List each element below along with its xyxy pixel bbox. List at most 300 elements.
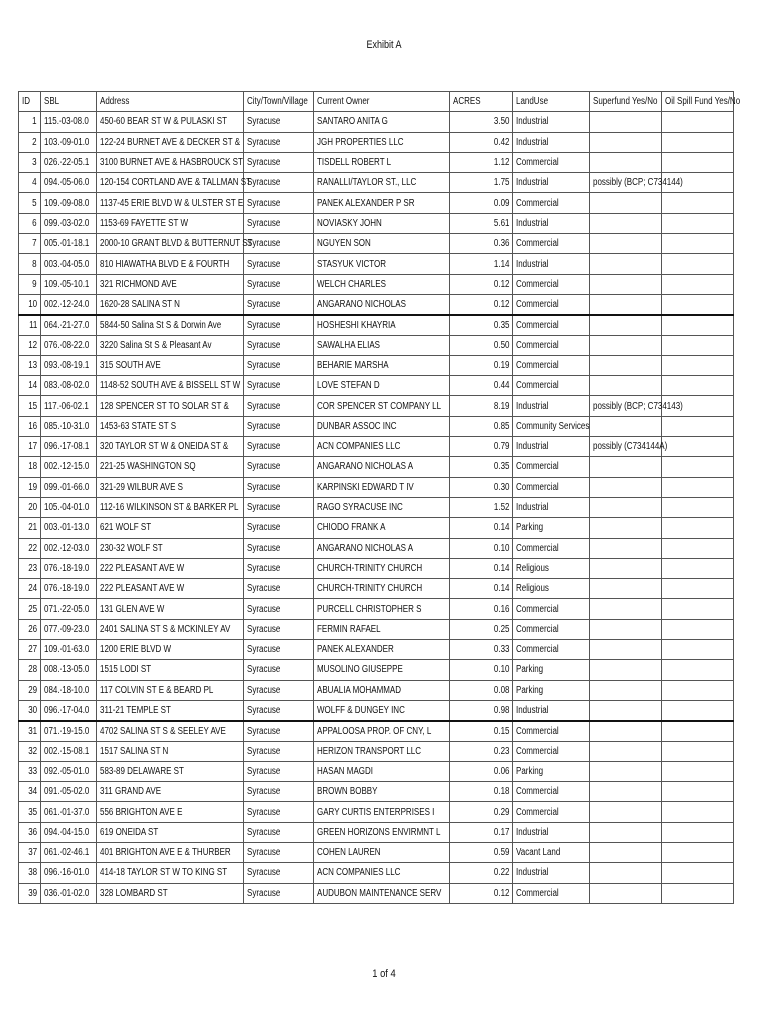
header-address: Address (97, 92, 244, 112)
table-row (19, 193, 734, 213)
cell-id: 8 (19, 254, 41, 274)
cell-owner: FERMIN RAFAEL (314, 619, 450, 639)
cell-oil-spill (662, 152, 734, 172)
cell-owner: PANEK ALEXANDER (314, 640, 450, 660)
cell-oil-spill (662, 761, 734, 781)
cell-superfund (590, 376, 662, 396)
cell-oil-spill (662, 680, 734, 700)
cell-address: 4702 SALINA ST S & SEELEY AVE (97, 721, 244, 741)
cell-address: 1200 ERIE BLVD W (97, 640, 244, 660)
cell-owner: KARPINSKI EDWARD T IV (314, 477, 450, 497)
table-row (19, 883, 734, 903)
cell-landuse: Industrial (513, 112, 590, 132)
cell-address: 1137-45 ERIE BLVD W & ULSTER ST E (97, 193, 244, 213)
cell-superfund (590, 802, 662, 822)
cell-id: 7 (19, 234, 41, 254)
cell-landuse: Commercial (513, 721, 590, 741)
table-row (19, 640, 734, 660)
cell-acres: 0.30 (450, 477, 513, 497)
cell-owner: ACN COMPANIES LLC (314, 863, 450, 883)
header-sbl: SBL (41, 92, 97, 112)
cell-id: 4 (19, 173, 41, 193)
cell-landuse: Commercial (513, 802, 590, 822)
cell-city: Syracuse (244, 518, 314, 538)
cell-landuse: Industrial (513, 863, 590, 883)
cell-superfund (590, 457, 662, 477)
cell-landuse: Commercial (513, 457, 590, 477)
cell-owner: NOVIASKY JOHN (314, 213, 450, 233)
cell-acres: 0.35 (450, 457, 513, 477)
cell-landuse: Parking (513, 518, 590, 538)
cell-superfund (590, 558, 662, 578)
cell-acres: 0.19 (450, 355, 513, 375)
cell-id: 35 (19, 802, 41, 822)
cell-oil-spill (662, 497, 734, 517)
cell-oil-spill (662, 558, 734, 578)
cell-id: 24 (19, 579, 41, 599)
table-body (19, 112, 734, 904)
cell-owner: GARY CURTIS ENTERPRISES I (314, 802, 450, 822)
cell-oil-spill (662, 883, 734, 903)
cell-superfund (590, 193, 662, 213)
header-city: City/Town/Village (244, 92, 314, 112)
cell-id: 16 (19, 416, 41, 436)
cell-address: 3220 Salina St S & Pleasant Av (97, 335, 244, 355)
header-oil-spill: Oil Spill Fund Yes/No (662, 92, 734, 112)
cell-landuse: Commercial (513, 294, 590, 314)
cell-superfund (590, 497, 662, 517)
cell-acres: 1.52 (450, 497, 513, 517)
cell-acres: 0.10 (450, 538, 513, 558)
cell-address: 401 BRIGHTON AVE E & THURBER (97, 842, 244, 862)
cell-city: Syracuse (244, 274, 314, 294)
cell-sbl: 096.-16-01.0 (41, 863, 97, 883)
table-row (19, 660, 734, 680)
cell-landuse: Commercial (513, 376, 590, 396)
table-row (19, 213, 734, 233)
cell-city: Syracuse (244, 599, 314, 619)
cell-superfund (590, 152, 662, 172)
cell-acres: 0.08 (450, 680, 513, 700)
cell-landuse: Commercial (513, 477, 590, 497)
cell-id: 22 (19, 538, 41, 558)
header-id: ID (19, 92, 41, 112)
cell-city: Syracuse (244, 558, 314, 578)
cell-owner: RAGO SYRACUSE INC (314, 497, 450, 517)
cell-owner: COR SPENCER ST COMPANY LL (314, 396, 450, 416)
cell-city: Syracuse (244, 538, 314, 558)
table-row (19, 822, 734, 842)
cell-sbl: 091.-05-02.0 (41, 782, 97, 802)
cell-id: 15 (19, 396, 41, 416)
table-row (19, 619, 734, 639)
cell-sbl: 002.-15-08.1 (41, 741, 97, 761)
cell-oil-spill (662, 457, 734, 477)
table-row (19, 538, 734, 558)
cell-id: 34 (19, 782, 41, 802)
cell-oil-spill (662, 274, 734, 294)
cell-oil-spill (662, 437, 734, 457)
cell-oil-spill (662, 619, 734, 639)
cell-landuse: Religious (513, 558, 590, 578)
cell-oil-spill (662, 782, 734, 802)
table-row (19, 599, 734, 619)
cell-oil-spill (662, 538, 734, 558)
cell-sbl: 002.-12-24.0 (41, 294, 97, 314)
cell-acres: 0.44 (450, 376, 513, 396)
cell-acres: 0.17 (450, 822, 513, 842)
cell-id: 6 (19, 213, 41, 233)
cell-acres: 0.06 (450, 761, 513, 781)
table-row (19, 437, 734, 457)
cell-city: Syracuse (244, 842, 314, 862)
cell-owner: CHIODO FRANK A (314, 518, 450, 538)
cell-owner: CHURCH-TRINITY CHURCH (314, 579, 450, 599)
cell-id: 26 (19, 619, 41, 639)
cell-acres: 0.14 (450, 579, 513, 599)
cell-acres: 0.29 (450, 802, 513, 822)
cell-address: 621 WOLF ST (97, 518, 244, 538)
cell-city: Syracuse (244, 112, 314, 132)
cell-sbl: 109.-05-10.1 (41, 274, 97, 294)
cell-acres: 0.85 (450, 416, 513, 436)
cell-sbl: 096.-17-08.1 (41, 437, 97, 457)
cell-city: Syracuse (244, 376, 314, 396)
cell-owner: APPALOOSA PROP. OF CNY, L (314, 721, 450, 741)
table-row (19, 294, 734, 314)
cell-sbl: 076.-08-22.0 (41, 335, 97, 355)
cell-oil-spill (662, 802, 734, 822)
cell-sbl: 092.-05-01.0 (41, 761, 97, 781)
cell-address: 131 GLEN AVE W (97, 599, 244, 619)
cell-oil-spill (662, 254, 734, 274)
cell-superfund (590, 234, 662, 254)
cell-id: 11 (19, 315, 41, 335)
exhibit-table (18, 91, 741, 904)
table-row (19, 132, 734, 152)
table-row (19, 558, 734, 578)
cell-acres: 0.18 (450, 782, 513, 802)
document-title: Exhibit A (366, 39, 402, 51)
cell-owner: SANTARO ANITA G (314, 112, 450, 132)
cell-superfund (590, 599, 662, 619)
cell-city: Syracuse (244, 640, 314, 660)
cell-city: Syracuse (244, 619, 314, 639)
cell-owner: GREEN HORIZONS ENVIRMNT L (314, 822, 450, 842)
cell-city: Syracuse (244, 660, 314, 680)
cell-sbl: 094.-05-06.0 (41, 173, 97, 193)
cell-address: 619 ONEIDA ST (97, 822, 244, 842)
cell-landuse: Industrial (513, 213, 590, 233)
cell-city: Syracuse (244, 396, 314, 416)
cell-superfund (590, 761, 662, 781)
table-row (19, 152, 734, 172)
table-row (19, 700, 734, 720)
cell-address: 2000-10 GRANT BLVD & BUTTERNUT ST (97, 234, 244, 254)
cell-oil-spill (662, 376, 734, 396)
cell-owner: COHEN LAUREN (314, 842, 450, 862)
cell-landuse: Industrial (513, 700, 590, 720)
cell-landuse: Commercial (513, 538, 590, 558)
cell-superfund (590, 315, 662, 335)
cell-id: 9 (19, 274, 41, 294)
cell-owner: ANGARANO NICHOLAS (314, 294, 450, 314)
cell-address: 311-21 TEMPLE ST (97, 700, 244, 720)
cell-acres: 0.50 (450, 335, 513, 355)
cell-address: 1153-69 FAYETTE ST W (97, 213, 244, 233)
cell-acres: 1.14 (450, 254, 513, 274)
cell-city: Syracuse (244, 132, 314, 152)
cell-sbl: 071.-19-15.0 (41, 721, 97, 741)
cell-landuse: Religious (513, 579, 590, 599)
cell-sbl: 003.-01-13.0 (41, 518, 97, 538)
cell-id: 28 (19, 660, 41, 680)
cell-owner: MUSOLINO GIUSEPPE (314, 660, 450, 680)
cell-address: 414-18 TAYLOR ST W TO KING ST (97, 863, 244, 883)
table-row (19, 335, 734, 355)
cell-superfund (590, 294, 662, 314)
cell-acres: 0.12 (450, 274, 513, 294)
cell-id: 12 (19, 335, 41, 355)
table-row (19, 518, 734, 538)
cell-superfund (590, 213, 662, 233)
cell-oil-spill (662, 518, 734, 538)
table-row (19, 416, 734, 436)
cell-superfund (590, 660, 662, 680)
cell-superfund (590, 619, 662, 639)
cell-oil-spill (662, 579, 734, 599)
cell-id: 3 (19, 152, 41, 172)
cell-sbl: 105.-04-01.0 (41, 497, 97, 517)
cell-id: 10 (19, 294, 41, 314)
cell-sbl: 093.-08-19.1 (41, 355, 97, 375)
cell-landuse: Commercial (513, 782, 590, 802)
cell-owner: CHURCH-TRINITY CHURCH (314, 558, 450, 578)
cell-oil-spill (662, 842, 734, 862)
cell-oil-spill (662, 112, 734, 132)
table-row (19, 376, 734, 396)
cell-acres: 0.59 (450, 842, 513, 862)
cell-superfund (590, 132, 662, 152)
cell-sbl: 099.-01-66.0 (41, 477, 97, 497)
cell-sbl: 003.-04-05.0 (41, 254, 97, 274)
cell-owner: STASYUK VICTOR (314, 254, 450, 274)
cell-acres: 8.19 (450, 396, 513, 416)
cell-sbl: 099.-03-02.0 (41, 213, 97, 233)
table-row (19, 721, 734, 741)
cell-landuse: Commercial (513, 193, 590, 213)
cell-address: 221-25 WASHINGTON SQ (97, 457, 244, 477)
cell-acres: 0.23 (450, 741, 513, 761)
cell-landuse: Commercial (513, 883, 590, 903)
cell-landuse: Parking (513, 660, 590, 680)
cell-id: 20 (19, 497, 41, 517)
cell-address: 328 LOMBARD ST (97, 883, 244, 903)
cell-owner: JGH PROPERTIES LLC (314, 132, 450, 152)
cell-owner: PURCELL CHRISTOPHER S (314, 599, 450, 619)
cell-acres: 0.22 (450, 863, 513, 883)
cell-sbl: 002.-12-03.0 (41, 538, 97, 558)
cell-oil-spill (662, 315, 734, 335)
cell-owner: SAWALHA ELIAS (314, 335, 450, 355)
table-row (19, 579, 734, 599)
cell-city: Syracuse (244, 782, 314, 802)
cell-acres: 0.35 (450, 315, 513, 335)
cell-oil-spill (662, 599, 734, 619)
cell-acres: 0.33 (450, 640, 513, 660)
cell-landuse: Vacant Land (513, 842, 590, 862)
cell-oil-spill (662, 416, 734, 436)
cell-landuse: Commercial (513, 619, 590, 639)
cell-id: 30 (19, 700, 41, 720)
cell-address: 311 GRAND AVE (97, 782, 244, 802)
cell-oil-spill (662, 234, 734, 254)
cell-superfund (590, 538, 662, 558)
cell-acres: 3.50 (450, 112, 513, 132)
table-row (19, 477, 734, 497)
cell-id: 38 (19, 863, 41, 883)
cell-owner: ANGARANO NICHOLAS A (314, 457, 450, 477)
cell-acres: 1.75 (450, 173, 513, 193)
cell-sbl: 005.-01-18.1 (41, 234, 97, 254)
table-row (19, 863, 734, 883)
cell-superfund (590, 477, 662, 497)
cell-city: Syracuse (244, 315, 314, 335)
cell-address: 122-24 BURNET AVE & DECKER ST & (97, 132, 244, 152)
cell-address: 450-60 BEAR ST W & PULASKI ST (97, 112, 244, 132)
cell-landuse: Commercial (513, 274, 590, 294)
cell-id: 39 (19, 883, 41, 903)
cell-oil-spill (662, 700, 734, 720)
cell-id: 17 (19, 437, 41, 457)
cell-owner: ACN COMPANIES LLC (314, 437, 450, 457)
cell-sbl: 109.-01-63.0 (41, 640, 97, 660)
cell-oil-spill (662, 640, 734, 660)
table-row (19, 741, 734, 761)
cell-acres: 0.14 (450, 518, 513, 538)
cell-superfund (590, 416, 662, 436)
cell-superfund (590, 863, 662, 883)
cell-sbl: 077.-09-23.0 (41, 619, 97, 639)
cell-id: 27 (19, 640, 41, 660)
cell-address: 320 TAYLOR ST W & ONEIDA ST & (97, 437, 244, 457)
cell-superfund (590, 700, 662, 720)
cell-superfund (590, 112, 662, 132)
cell-sbl: 076.-18-19.0 (41, 579, 97, 599)
table-row (19, 680, 734, 700)
table-row (19, 274, 734, 294)
cell-city: Syracuse (244, 355, 314, 375)
cell-address: 321 RICHMOND AVE (97, 274, 244, 294)
cell-acres: 0.36 (450, 234, 513, 254)
table-header-row (19, 92, 734, 112)
cell-id: 32 (19, 741, 41, 761)
cell-city: Syracuse (244, 335, 314, 355)
cell-owner: WOLFF & DUNGEY INC (314, 700, 450, 720)
cell-address: 583-89 DELAWARE ST (97, 761, 244, 781)
cell-acres: 0.15 (450, 721, 513, 741)
cell-address: 112-16 WILKINSON ST & BARKER PL (97, 497, 244, 517)
cell-city: Syracuse (244, 457, 314, 477)
cell-address: 120-154 CORTLAND AVE & TALLMAN ST (97, 173, 244, 193)
cell-landuse: Commercial (513, 234, 590, 254)
table-row (19, 497, 734, 517)
cell-city: Syracuse (244, 213, 314, 233)
cell-owner: ABUALIA MOHAMMAD (314, 680, 450, 700)
table-row (19, 396, 734, 416)
cell-oil-spill (662, 721, 734, 741)
cell-address: 128 SPENCER ST TO SOLAR ST & (97, 396, 244, 416)
cell-landuse: Commercial (513, 335, 590, 355)
cell-address: 117 COLVIN ST E & BEARD PL (97, 680, 244, 700)
cell-oil-spill (662, 213, 734, 233)
cell-landuse: Commercial (513, 640, 590, 660)
cell-superfund (590, 274, 662, 294)
cell-address: 321-29 WILBUR AVE S (97, 477, 244, 497)
cell-city: Syracuse (244, 294, 314, 314)
cell-city: Syracuse (244, 152, 314, 172)
cell-owner: HASAN MAGDI (314, 761, 450, 781)
cell-owner: BROWN BOBBY (314, 782, 450, 802)
cell-acres: 0.98 (450, 700, 513, 720)
cell-sbl: 094.-04-15.0 (41, 822, 97, 842)
cell-id: 2 (19, 132, 41, 152)
cell-city: Syracuse (244, 193, 314, 213)
table-row (19, 782, 734, 802)
cell-acres: 0.79 (450, 437, 513, 457)
cell-address: 1148-52 SOUTH AVE & BISSELL ST W (97, 376, 244, 396)
cell-sbl: 096.-17-04.0 (41, 700, 97, 720)
table-row (19, 234, 734, 254)
table-row (19, 112, 734, 132)
cell-landuse: Industrial (513, 437, 590, 457)
cell-landuse: Industrial (513, 822, 590, 842)
cell-address: 1515 LODI ST (97, 660, 244, 680)
cell-sbl: 084.-18-10.0 (41, 680, 97, 700)
cell-oil-spill (662, 193, 734, 213)
cell-acres: 0.09 (450, 193, 513, 213)
cell-landuse: Parking (513, 680, 590, 700)
cell-sbl: 076.-18-19.0 (41, 558, 97, 578)
cell-address: 1517 SALINA ST N (97, 741, 244, 761)
cell-sbl: 036.-01-02.0 (41, 883, 97, 903)
cell-city: Syracuse (244, 254, 314, 274)
cell-id: 36 (19, 822, 41, 842)
cell-acres: 0.12 (450, 294, 513, 314)
cell-owner: ANGARANO NICHOLAS A (314, 538, 450, 558)
cell-superfund: possibly (C734144A) (590, 437, 662, 457)
page-number: 1 of 4 (372, 968, 396, 980)
cell-city: Syracuse (244, 721, 314, 741)
cell-landuse: Industrial (513, 132, 590, 152)
cell-city: Syracuse (244, 680, 314, 700)
cell-city: Syracuse (244, 802, 314, 822)
header-landuse: LandUse (513, 92, 590, 112)
cell-acres: 0.42 (450, 132, 513, 152)
cell-city: Syracuse (244, 437, 314, 457)
table-row (19, 355, 734, 375)
cell-acres: 0.25 (450, 619, 513, 639)
cell-sbl: 085.-10-31.0 (41, 416, 97, 436)
header-owner: Current Owner (314, 92, 450, 112)
cell-sbl: 117.-06-02.1 (41, 396, 97, 416)
cell-id: 37 (19, 842, 41, 862)
cell-superfund (590, 640, 662, 660)
cell-id: 18 (19, 457, 41, 477)
cell-superfund (590, 842, 662, 862)
cell-sbl: 064.-21-27.0 (41, 315, 97, 335)
cell-superfund (590, 254, 662, 274)
